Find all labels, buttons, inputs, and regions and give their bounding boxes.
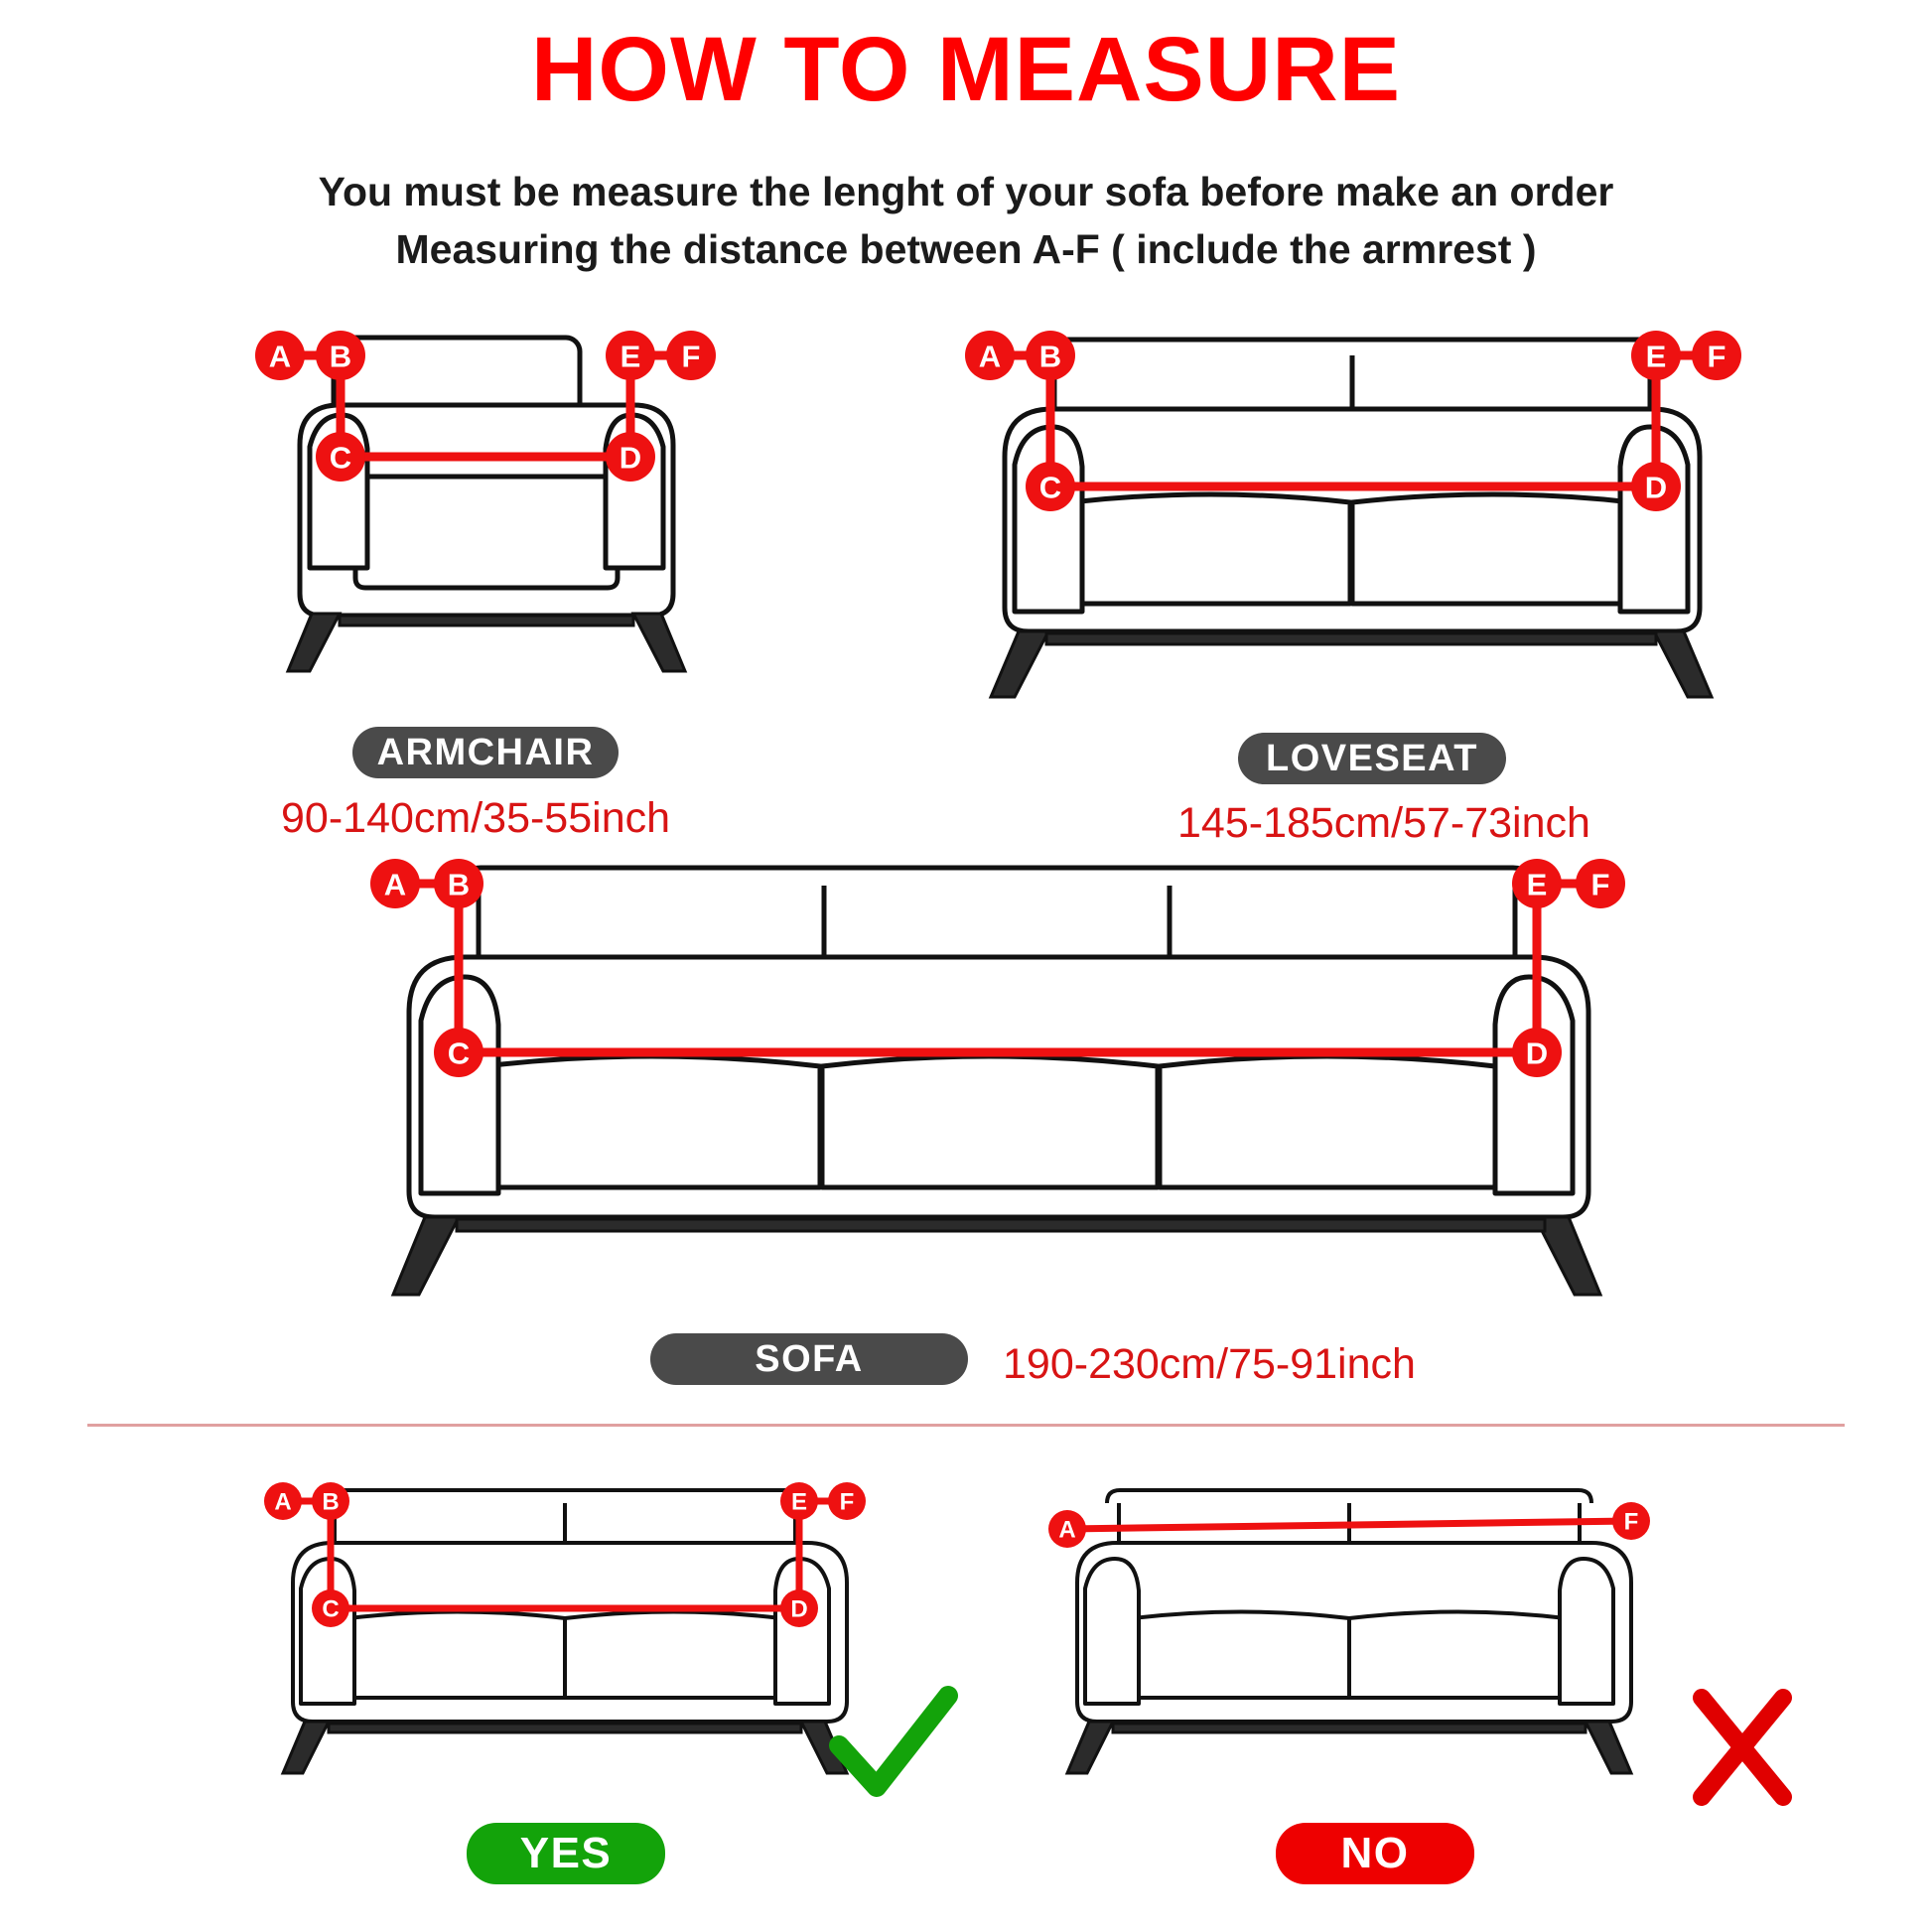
svg-text:C: C bbox=[1038, 470, 1062, 505]
loveseat-pill-label: LOVESEAT bbox=[1238, 733, 1506, 784]
svg-text:A: A bbox=[1058, 1516, 1076, 1544]
svg-text:E: E bbox=[1645, 339, 1667, 374]
svg-text:A: A bbox=[978, 339, 1002, 374]
svg-text:D: D bbox=[619, 440, 642, 476]
sofa-pill-label: SOFA bbox=[650, 1333, 968, 1385]
armchair-dimension: 90-140cm/35-55inch bbox=[281, 794, 671, 842]
svg-text:B: B bbox=[447, 867, 471, 902]
svg-text:A: A bbox=[383, 867, 407, 902]
incorrect-example-measure-overlay bbox=[1047, 1479, 1663, 1797]
svg-text:E: E bbox=[1526, 867, 1548, 902]
svg-text:C: C bbox=[329, 440, 352, 476]
svg-text:D: D bbox=[1525, 1035, 1549, 1071]
svg-text:C: C bbox=[447, 1035, 471, 1071]
sofa-measure-overlay bbox=[367, 854, 1638, 1330]
check-mark-icon bbox=[829, 1688, 958, 1807]
svg-text:A: A bbox=[274, 1488, 292, 1516]
correct-example-measure-overlay bbox=[263, 1479, 879, 1797]
loveseat-measure-overlay bbox=[963, 328, 1757, 725]
sofa-dimension: 190-230cm/75-91inch bbox=[1003, 1340, 1416, 1388]
svg-text:F: F bbox=[1707, 339, 1726, 374]
armchair-pill-label: ARMCHAIR bbox=[352, 727, 619, 778]
yes-pill-label: YES bbox=[467, 1823, 665, 1884]
armchair-measure-overlay bbox=[248, 328, 725, 705]
svg-text:D: D bbox=[1644, 470, 1668, 505]
page-title: HOW TO MEASURE bbox=[530, 19, 1402, 120]
loveseat-dimension: 145-185cm/57-73inch bbox=[1177, 799, 1590, 847]
svg-text:B: B bbox=[329, 339, 352, 374]
no-pill-label: NO bbox=[1276, 1823, 1474, 1884]
svg-text:B: B bbox=[322, 1488, 340, 1516]
svg-text:D: D bbox=[790, 1595, 808, 1623]
svg-text:E: E bbox=[790, 1488, 808, 1516]
svg-text:B: B bbox=[1038, 339, 1062, 374]
svg-text:C: C bbox=[322, 1595, 340, 1623]
svg-text:E: E bbox=[620, 339, 641, 374]
svg-text:F: F bbox=[1623, 1508, 1639, 1536]
section-divider bbox=[87, 1424, 1845, 1427]
svg-text:F: F bbox=[681, 339, 701, 374]
svg-text:A: A bbox=[268, 339, 292, 374]
instruction-line-2: Measuring the distance between A-F ( include the armrest ) bbox=[395, 226, 1537, 272]
svg-text:F: F bbox=[839, 1488, 855, 1516]
x-mark-icon bbox=[1688, 1688, 1797, 1807]
svg-text:F: F bbox=[1590, 867, 1610, 902]
instruction-line-1: You must be measure the lenght of your sofa before make an order bbox=[318, 169, 1614, 214]
